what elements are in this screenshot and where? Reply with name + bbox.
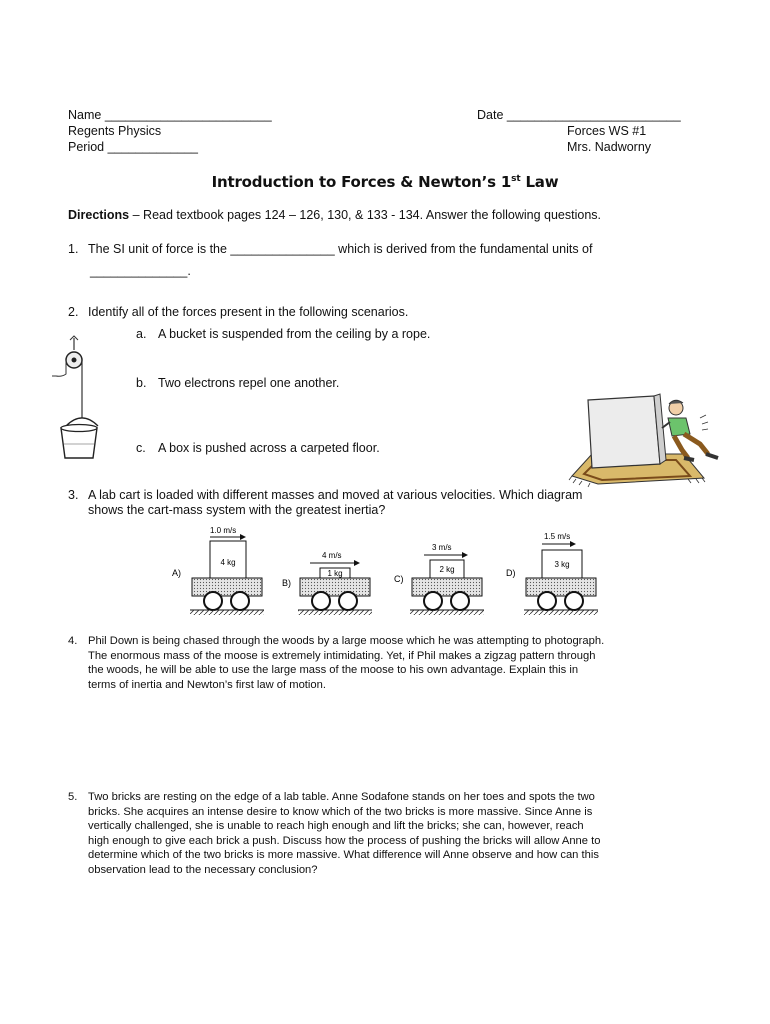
title-text: Introduction to Forces & Newton’s 1	[211, 173, 512, 191]
question-1-line-1: The SI unit of force is the _______________ which is derived from the fundamental units of	[88, 242, 593, 256]
directions-label: Directions	[68, 208, 130, 222]
question-3-line-1: A lab cart is loaded with different masses and moved at various velocities. Which diagram	[88, 488, 583, 502]
question-2c	[136, 441, 380, 456]
cart-speed: 3 m/s	[432, 543, 452, 552]
cart-speed: 1.0 m/s	[210, 526, 237, 535]
page-title	[0, 173, 770, 191]
question-5	[68, 790, 718, 878]
question-2c-text: A box is pushed across a carpeted floor.	[158, 441, 380, 455]
question-number: 2.	[68, 305, 79, 319]
question-5-line-5: determine which of the two bricks is more massive. What difference will Anne observe and how can this	[88, 849, 599, 862]
question-5-line-4: high enough to give each brick a push. Discuss how the process of pushing the bricks will allow Anne to	[88, 834, 601, 847]
question-5-line-6: observation lead to the necessary conclusion?	[88, 863, 318, 876]
cart-mass: 2 kg	[439, 565, 455, 574]
cart-letter: D)	[506, 568, 516, 578]
item-letter: b.	[136, 376, 147, 390]
directions	[68, 208, 601, 223]
cart-c	[394, 543, 484, 615]
cart-speed: 1.5 m/s	[544, 532, 571, 541]
question-2a-text: A bucket is suspended from the ceiling by a rope.	[158, 327, 431, 341]
question-1	[68, 242, 592, 257]
question-number: 1.	[68, 242, 79, 256]
item-letter: a.	[136, 327, 147, 341]
question-2b-text: Two electrons repel one another.	[158, 376, 340, 390]
question-4-line-4: terms of inertia and Newton’s first law of motion.	[88, 678, 326, 691]
question-4	[68, 634, 718, 692]
question-2-text: Identify all of the forces present in the following scenarios.	[88, 305, 409, 319]
question-5-line-1: Two bricks are resting on the edge of a lab table. Anne Sodafone stands on her toes and spots the two	[88, 791, 595, 803]
question-number: 4.	[68, 635, 78, 647]
question-1-line-2: ______________.	[90, 264, 191, 278]
teacher-name: Mrs. Nadworny	[567, 140, 652, 154]
cart-letter: A)	[172, 568, 181, 578]
cart-speed: 4 m/s	[322, 551, 342, 560]
question-number: 3.	[68, 488, 79, 502]
directions-text: – Read textbook pages 124 – 126, 130, & 133 - 134. Answer the following questions.	[129, 208, 601, 222]
question-5-line-3: vertically challenged, she is unable to reach high enough and lift the bricks; she can, however, reach	[88, 820, 584, 833]
question-2	[68, 305, 408, 320]
item-letter: c.	[136, 441, 146, 455]
cart-mass: 3 kg	[554, 560, 570, 569]
question-5-line-2: bricks. She acquires an intense desire to know which of the two bricks is more massive. Since Anne is	[88, 805, 593, 818]
question-3	[68, 488, 698, 518]
course-name: Regents Physics	[68, 124, 162, 138]
pulley-bucket-illustration	[48, 334, 108, 464]
cart-letter: C)	[394, 574, 404, 584]
question-2b	[136, 376, 339, 391]
question-3-line-2: shows the cart-mass system with the greatest inertia?	[88, 503, 386, 517]
cart-mass: 4 kg	[220, 558, 236, 567]
cart-mass: 1 kg	[327, 569, 343, 578]
question-4-line-2: The enormous mass of the moose is extremely intimidating. Yet, if Phil makes a zigzag pattern through	[88, 649, 596, 662]
question-4-line-1: Phil Down is being chased through the woods by a large moose which he was attempting to photograph.	[88, 635, 605, 647]
title-end: Law	[520, 173, 559, 191]
date-field-label: Date _________________________	[477, 108, 681, 122]
box-pushing-illustration	[568, 388, 738, 488]
name-field-label: Name ________________________	[68, 108, 272, 122]
cart-diagrams	[160, 524, 610, 624]
question-number: 5.	[68, 791, 78, 803]
question-4-line-3: the woods, he will be able to use the large mass of the moose to his own advantage. Explain this in	[88, 664, 579, 677]
cart-b	[282, 551, 372, 615]
title-superscript: st	[511, 174, 521, 184]
cart-d	[506, 532, 598, 615]
cart-letter: B)	[282, 578, 291, 588]
worksheet-number: Forces WS #1	[567, 124, 647, 138]
cart-a	[172, 526, 264, 615]
period-field-label: Period _____________	[68, 140, 198, 154]
question-2a	[136, 327, 430, 342]
